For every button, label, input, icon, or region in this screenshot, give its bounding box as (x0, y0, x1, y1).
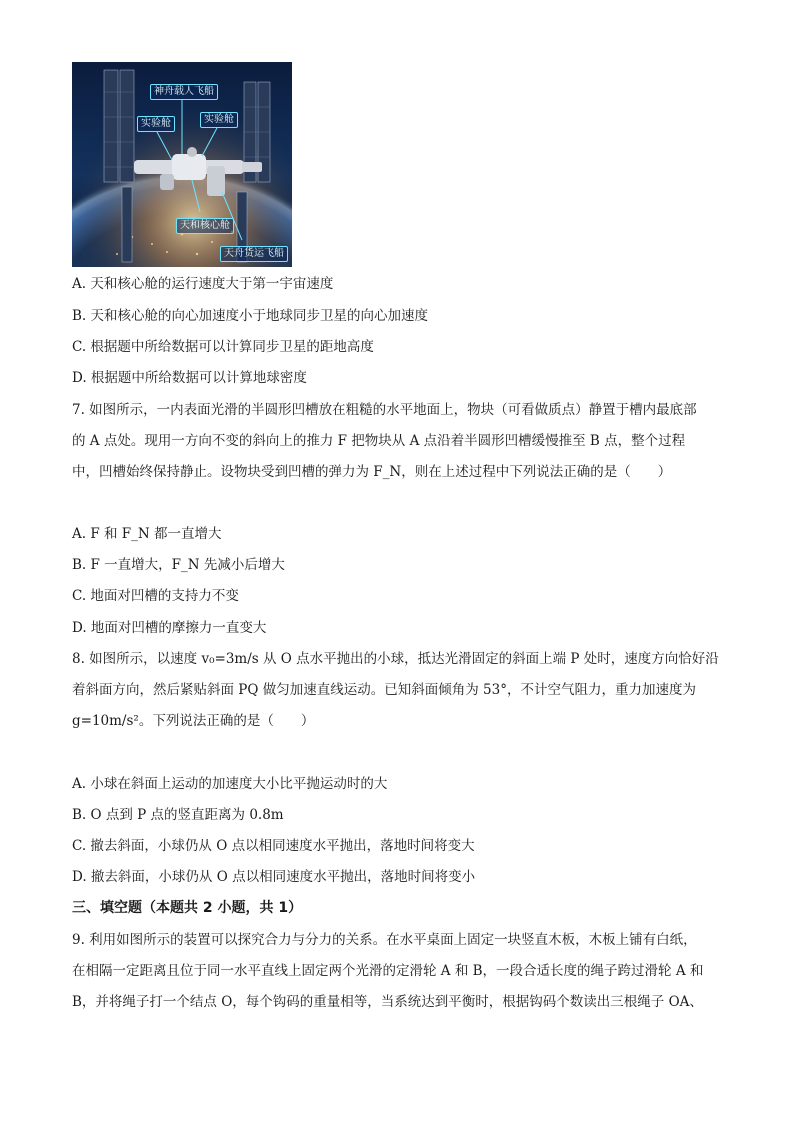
label-tianzhou: 天舟货运飞船 (220, 246, 288, 262)
q9-stem-line-2: 在相隔一定距离且位于同一水平直线上固定两个光滑的定滑轮 A 和 B，一段合适长度的绳子跨过滑轮 A 和 (72, 963, 704, 979)
q7-option-a: A. F 和 F_N 都一直增大 (72, 526, 222, 542)
q8-stem-line-3: g=10m/s²。下列说法正确的是（ ） (72, 713, 315, 729)
q7-option-c: C. 地面对凹槽的支持力不变 (72, 588, 239, 604)
label-lab-module-left: 实验舱 (137, 116, 175, 132)
q8-stem-line-2: 着斜面方向，然后紧贴斜面 PQ 做匀加速直线运动。已知斜面倾角为 53°，不计空气阻力，重力加速度为 (72, 682, 696, 698)
q6-option-d: D. 根据题中所给数据可以计算地球密度 (72, 370, 307, 386)
label-shenzhou: 神舟载人飞船 (150, 84, 218, 100)
q8-option-d: D. 撤去斜面，小球仍从 O 点以相同速度水平抛出，落地时间将变小 (72, 869, 476, 885)
q9-stem-line-3: B，并将绳子打一个结点 O，每个钩码的重量相等，当系统达到平衡时，根据钩码个数读出三根绳子 OA、 (72, 994, 703, 1010)
q6-option-a: A. 天和核心舱的运行速度大于第一宇宙速度 (72, 276, 334, 292)
q6-option-b: B. 天和核心舱的向心加速度小于地球同步卫星的向心加速度 (72, 308, 429, 324)
q8-option-a: A. 小球在斜面上运动的加速度大小比平抛运动时的大 (72, 776, 388, 792)
q9-stem-line-1: 9. 利用如图所示的装置可以探究合力与分力的关系。在水平桌面上固定一块竖直木板，木板上铺有白纸， (72, 932, 697, 948)
q7-stem-line-1: 7. 如图所示，一内表面光滑的半圆形凹槽放在粗糙的水平地面上，物块（可看做质点）静置于槽内最底部 (72, 402, 697, 418)
q8-option-b: B. O 点到 P 点的竖直距离为 0.8m (72, 807, 284, 823)
label-tianhe: 天和核心舱 (176, 218, 234, 234)
space-station-figure (72, 62, 292, 267)
section-3-heading: 三、填空题（本题共 2 小题，共 1） (72, 900, 303, 916)
q7-stem-line-3: 中，凹槽始终保持静止。设物块受到凹槽的弹力为 F_N，则在上述过程中下列说法正确的是（ ） (72, 464, 672, 480)
q6-option-c: C. 根据题中所给数据可以计算同步卫星的距地高度 (72, 339, 374, 355)
q7-stem-line-2: 的 A 点处。现用一方向不变的斜向上的推力 F 把物块从 A 点沿着半圆形凹槽缓慢推至 B 点，整个过程 (72, 433, 686, 449)
q7-option-b: B. F 一直增大，F_N 先减小后增大 (72, 557, 285, 573)
q8-option-c: C. 撤去斜面，小球仍从 O 点以相同速度水平抛出，落地时间将变大 (72, 838, 475, 854)
q7-option-d: D. 地面对凹槽的摩擦力一直变大 (72, 620, 267, 636)
q8-stem-line-1: 8. 如图所示，以速度 v₀=3m/s 从 O 点水平抛出的小球，抵达光滑固定的斜面上端 P 处时，速度方向恰好沿 (72, 651, 719, 667)
label-lab-module-right: 实验舱 (200, 112, 238, 128)
